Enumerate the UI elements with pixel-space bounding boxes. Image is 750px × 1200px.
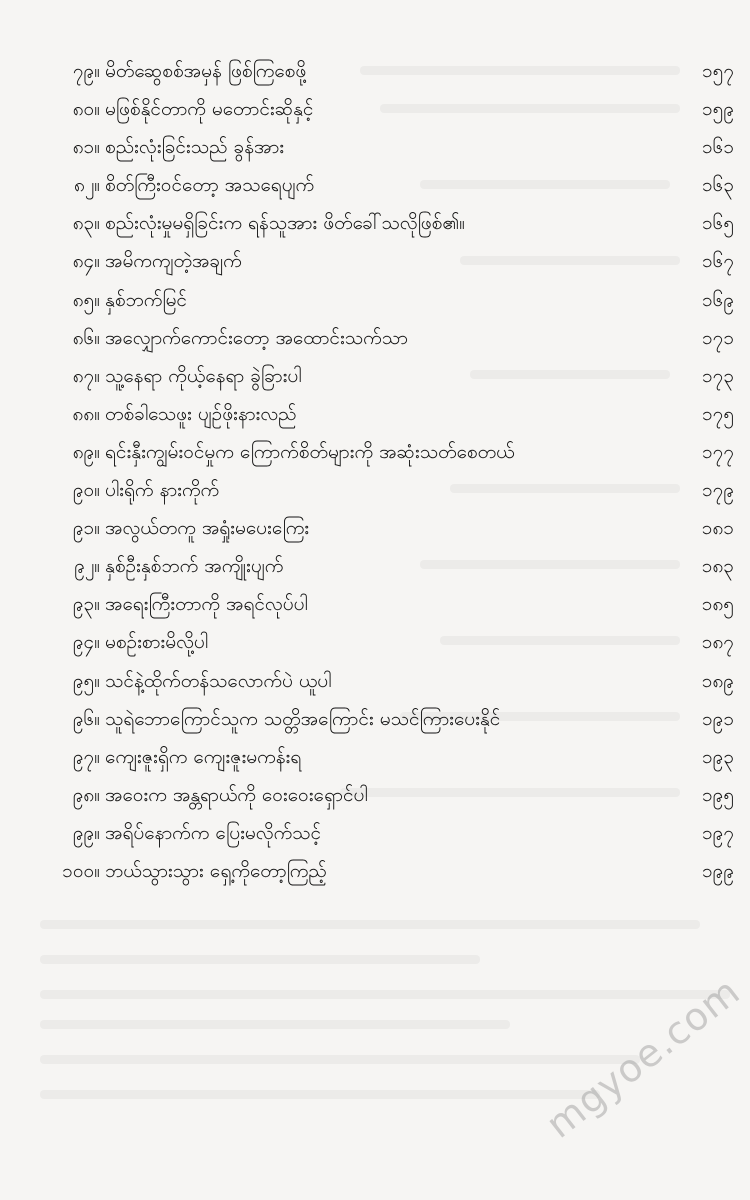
toc-entry-page: ၁၆၇ <box>701 250 734 273</box>
toc-entry <box>0 433 750 471</box>
toc-entry-page: ၁၅၇ <box>701 60 734 82</box>
toc-entry <box>0 128 750 166</box>
toc-entry-title: မိတ်ဆွေစစ်အမှန် ဖြစ်ကြစေဖို့ <box>105 60 307 82</box>
toc-entry-number: ၉၅။ <box>72 669 100 692</box>
toc-entry-number: ၉၄။ <box>72 631 100 654</box>
toc-entry-page: ၁၉၉ <box>701 859 734 882</box>
toc-entry-title: တစ်ခါသေဖူး ပျဉ်ဖိုးနားလည် <box>105 402 297 425</box>
toc-entry <box>0 204 750 242</box>
toc-entry-page: ၁၈၉ <box>701 669 734 692</box>
toc-entry-title: ကျေးဇူးရှိက ကျေးဇူးမကန်းရ <box>105 745 302 768</box>
toc-entry-number: ၈၂။ <box>74 174 100 197</box>
toc-entry-title: နှစ်ဦးနှစ်ဘက် အကျိုးပျက် <box>105 555 284 578</box>
toc-entry-number: ၉၂။ <box>74 555 100 578</box>
toc-entry-title: ရင်းနှီးကျွမ်းဝင်မှုက ကြောက်စိတ်များကို အဆုံးသတ်စေတယ် <box>105 440 515 463</box>
toc-entry <box>0 395 750 433</box>
toc-entry-title: အလွယ်တကူ အရှုံးမပေးကြေး <box>105 517 310 540</box>
toc-entry-page: ၁၈၃ <box>701 555 734 578</box>
toc-entry-number: ၉၉။ <box>72 821 100 844</box>
toc-entry <box>0 700 750 738</box>
toc-entry <box>0 319 750 357</box>
toc-entry <box>0 509 750 547</box>
toc-entry-number: ၈၈။ <box>72 402 100 425</box>
toc-entry-page: ၁၈၇ <box>701 631 734 654</box>
toc-entry-page: ၁၆၃ <box>701 174 734 197</box>
toc-entry-title: ဘယ်သွားသွား ရှေ့ကိုတော့ကြည့် <box>105 859 327 882</box>
toc-entry-title: စိတ်ကြီးဝင်တော့ အသရေပျက် <box>105 174 315 197</box>
toc-entry-title: သူရဲဘောကြောင်သူက သတ္တိအကြောင်း မသင်ကြားပေးနိုင် <box>105 707 501 730</box>
toc-entry-number: ၉၇။ <box>72 745 100 768</box>
toc-entry <box>0 166 750 204</box>
toc-entry-number: ၁၀၀။ <box>62 859 100 882</box>
table-of-contents <box>0 52 750 890</box>
toc-entry-number: ၉၆။ <box>72 707 100 730</box>
toc-entry-page: ၁၇၇ <box>701 440 734 463</box>
toc-entry-title: အမိကကျတဲ့အချက် <box>105 250 242 273</box>
toc-entry-title: အရေးကြီးတာကို အရင်လုပ်ပါ <box>105 593 308 616</box>
toc-entry-title: စည်းလုံးခြင်းသည် ခွန်အား <box>105 136 285 159</box>
toc-entry <box>0 357 750 395</box>
toc-entry-page: ၁၉၇ <box>701 821 734 844</box>
toc-entry-title: မစဉ်းစားမိလို့ပါ <box>105 631 209 654</box>
toc-entry-page: ၁၉၃ <box>701 745 734 768</box>
toc-entry <box>0 776 750 814</box>
toc-entry <box>0 814 750 852</box>
toc-entry-title: နှစ်ဘက်မြင် <box>105 288 187 311</box>
toc-entry-page: ၁၆၁ <box>701 136 734 159</box>
toc-entry-page: ၁၇၃ <box>701 364 734 387</box>
toc-entry-number: ၉၈။ <box>72 783 100 806</box>
toc-entry-number: ၈၅။ <box>72 288 100 311</box>
toc-entry <box>0 471 750 509</box>
toc-entry-number: ၈၃။ <box>72 212 100 235</box>
toc-entry <box>0 547 750 585</box>
toc-entry-page: ၁၆၅ <box>701 212 734 235</box>
toc-entry-number: ၈၄။ <box>72 250 100 273</box>
toc-entry <box>0 662 750 700</box>
toc-entry-page: ၁၅၉ <box>701 98 734 121</box>
toc-entry-title: သင်နဲ့ထိုက်တန်သလောက်ပဲ ယူပါ <box>105 669 332 692</box>
toc-entry-page: ၁၆၉ <box>701 288 734 311</box>
toc-entry <box>0 852 750 890</box>
toc-entry-page: ၁၇၅ <box>701 402 734 425</box>
toc-entry <box>0 242 750 280</box>
toc-entry-number: ၈၁။ <box>72 136 100 159</box>
toc-entry-number: ၉၃။ <box>72 593 100 616</box>
toc-entry-number: ၈၉။ <box>72 440 100 463</box>
toc-entry-number: ၉၀။ <box>72 479 100 502</box>
toc-entry <box>0 738 750 776</box>
toc-entry-title: အလျှောက်ကောင်းတော့ အထောင်းသက်သာ <box>105 326 408 349</box>
toc-entry-number: ၈၀။ <box>72 98 100 121</box>
toc-entry <box>0 281 750 319</box>
toc-entry-title: မဖြစ်နိုင်တာကို မတောင်းဆိုနှင့် <box>105 98 314 121</box>
toc-entry <box>0 90 750 128</box>
toc-entry-page: ၁၉၅ <box>701 783 734 806</box>
toc-entry-number: ၉၁။ <box>72 517 100 540</box>
toc-entry <box>0 52 750 90</box>
toc-entry-title: အရိပ်နောက်က ပြေးမလိုက်သင့် <box>105 821 322 844</box>
toc-entry-title: သူ့နေရာ ကိုယ့်နေရာ ခွဲခြားပါ <box>105 364 302 387</box>
toc-entry-title: ပါးရိုက် နားကိုက် <box>105 479 220 502</box>
toc-entry-number: ၈၇။ <box>72 364 100 387</box>
toc-entry-title: စည်းလုံးမှုမရှိခြင်းက ရန်သူအား ဖိတ်ခေါ်သလိုဖြစ်၏။ <box>105 212 466 235</box>
toc-entry-page: ၁၉၁ <box>701 707 734 730</box>
toc-entry-number: ၇၉။ <box>72 60 100 82</box>
toc-entry-number: ၈၆။ <box>72 326 100 349</box>
toc-entry <box>0 623 750 661</box>
toc-entry-page: ၁၈၅ <box>701 593 734 616</box>
toc-entry-page: ၁၇၁ <box>701 326 734 349</box>
site-watermark: mgyoe.com <box>538 968 749 1147</box>
toc-entry-title: အဝေးက အန္တရာယ်ကို ဝေးဝေးရှောင်ပါ <box>105 783 368 806</box>
toc-entry-page: ၁၈၁ <box>701 517 734 540</box>
toc-entry <box>0 585 750 623</box>
toc-entry-page: ၁၇၉ <box>701 479 734 502</box>
